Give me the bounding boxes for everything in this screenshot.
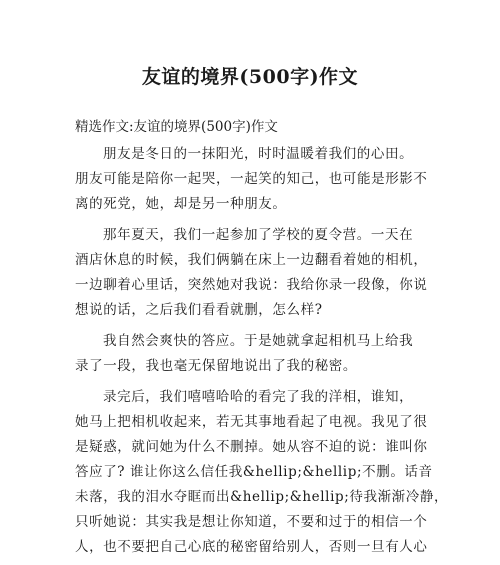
text-line: 答应了? 谁让你这么信任我&hellip;&hellip;不删。话音 [75, 464, 433, 480]
paragraph-3 [75, 329, 425, 379]
page-title: 友谊的境界(500字)作文 [141, 66, 359, 88]
text-line: 朋友可能是陪你一起哭，一起笑的知己，也可能是形影不 [75, 171, 428, 187]
text-line: 酒店休息的时候，我们俩躺在床上一边翻看着她的相机， [75, 252, 428, 268]
text-line: 是疑惑，就问她为什么不删掉。她从容不迫的说：谁叫你 [75, 439, 428, 455]
text-line: 她马上把相机收起来，若无其事地看起了电视。我见了很 [75, 414, 428, 430]
paragraph-2 [75, 223, 428, 323]
text-line: 录了一段，我也毫无保留地说出了我的秘密。 [75, 358, 357, 374]
text-line: 离的死党，她，却是另一种朋友。 [75, 196, 287, 212]
paragraph-1 [75, 142, 428, 217]
text-line: 人，也不要把自己心底的秘密留给别人，否则一旦有人心 [75, 539, 428, 555]
text-line: 我自然会爽快的答应。于是她就拿起相机马上给我 [103, 333, 414, 349]
text-line: 想说的话，之后我们看看就删，怎么样? [75, 302, 323, 318]
text-line: 录完后，我们嘻嘻哈哈的看完了我的洋相，谁知， [103, 389, 414, 405]
text-line: 朋友是冬日的一抹阳光，时时温暖着我们的心田。 [103, 146, 414, 162]
text-line: 未落，我的泪水夺眶而出&hellip;&hellip;待我渐渐冷静， [75, 489, 449, 505]
article-subtitle: 精选作文:友谊的境界(500字)作文 [75, 119, 278, 135]
text-line: 一边聊着心里话，突然她对我说：我给你录一段像，你说 [75, 277, 428, 293]
article-body [75, 142, 449, 565]
text-line: 那年夏天，我们一起参加了学校的夏令营。一天在 [103, 227, 414, 243]
paragraph-4 [75, 385, 449, 560]
text-line: 只听她说：其实我是想让你知道，不要和过于的相信一个 [75, 514, 428, 530]
